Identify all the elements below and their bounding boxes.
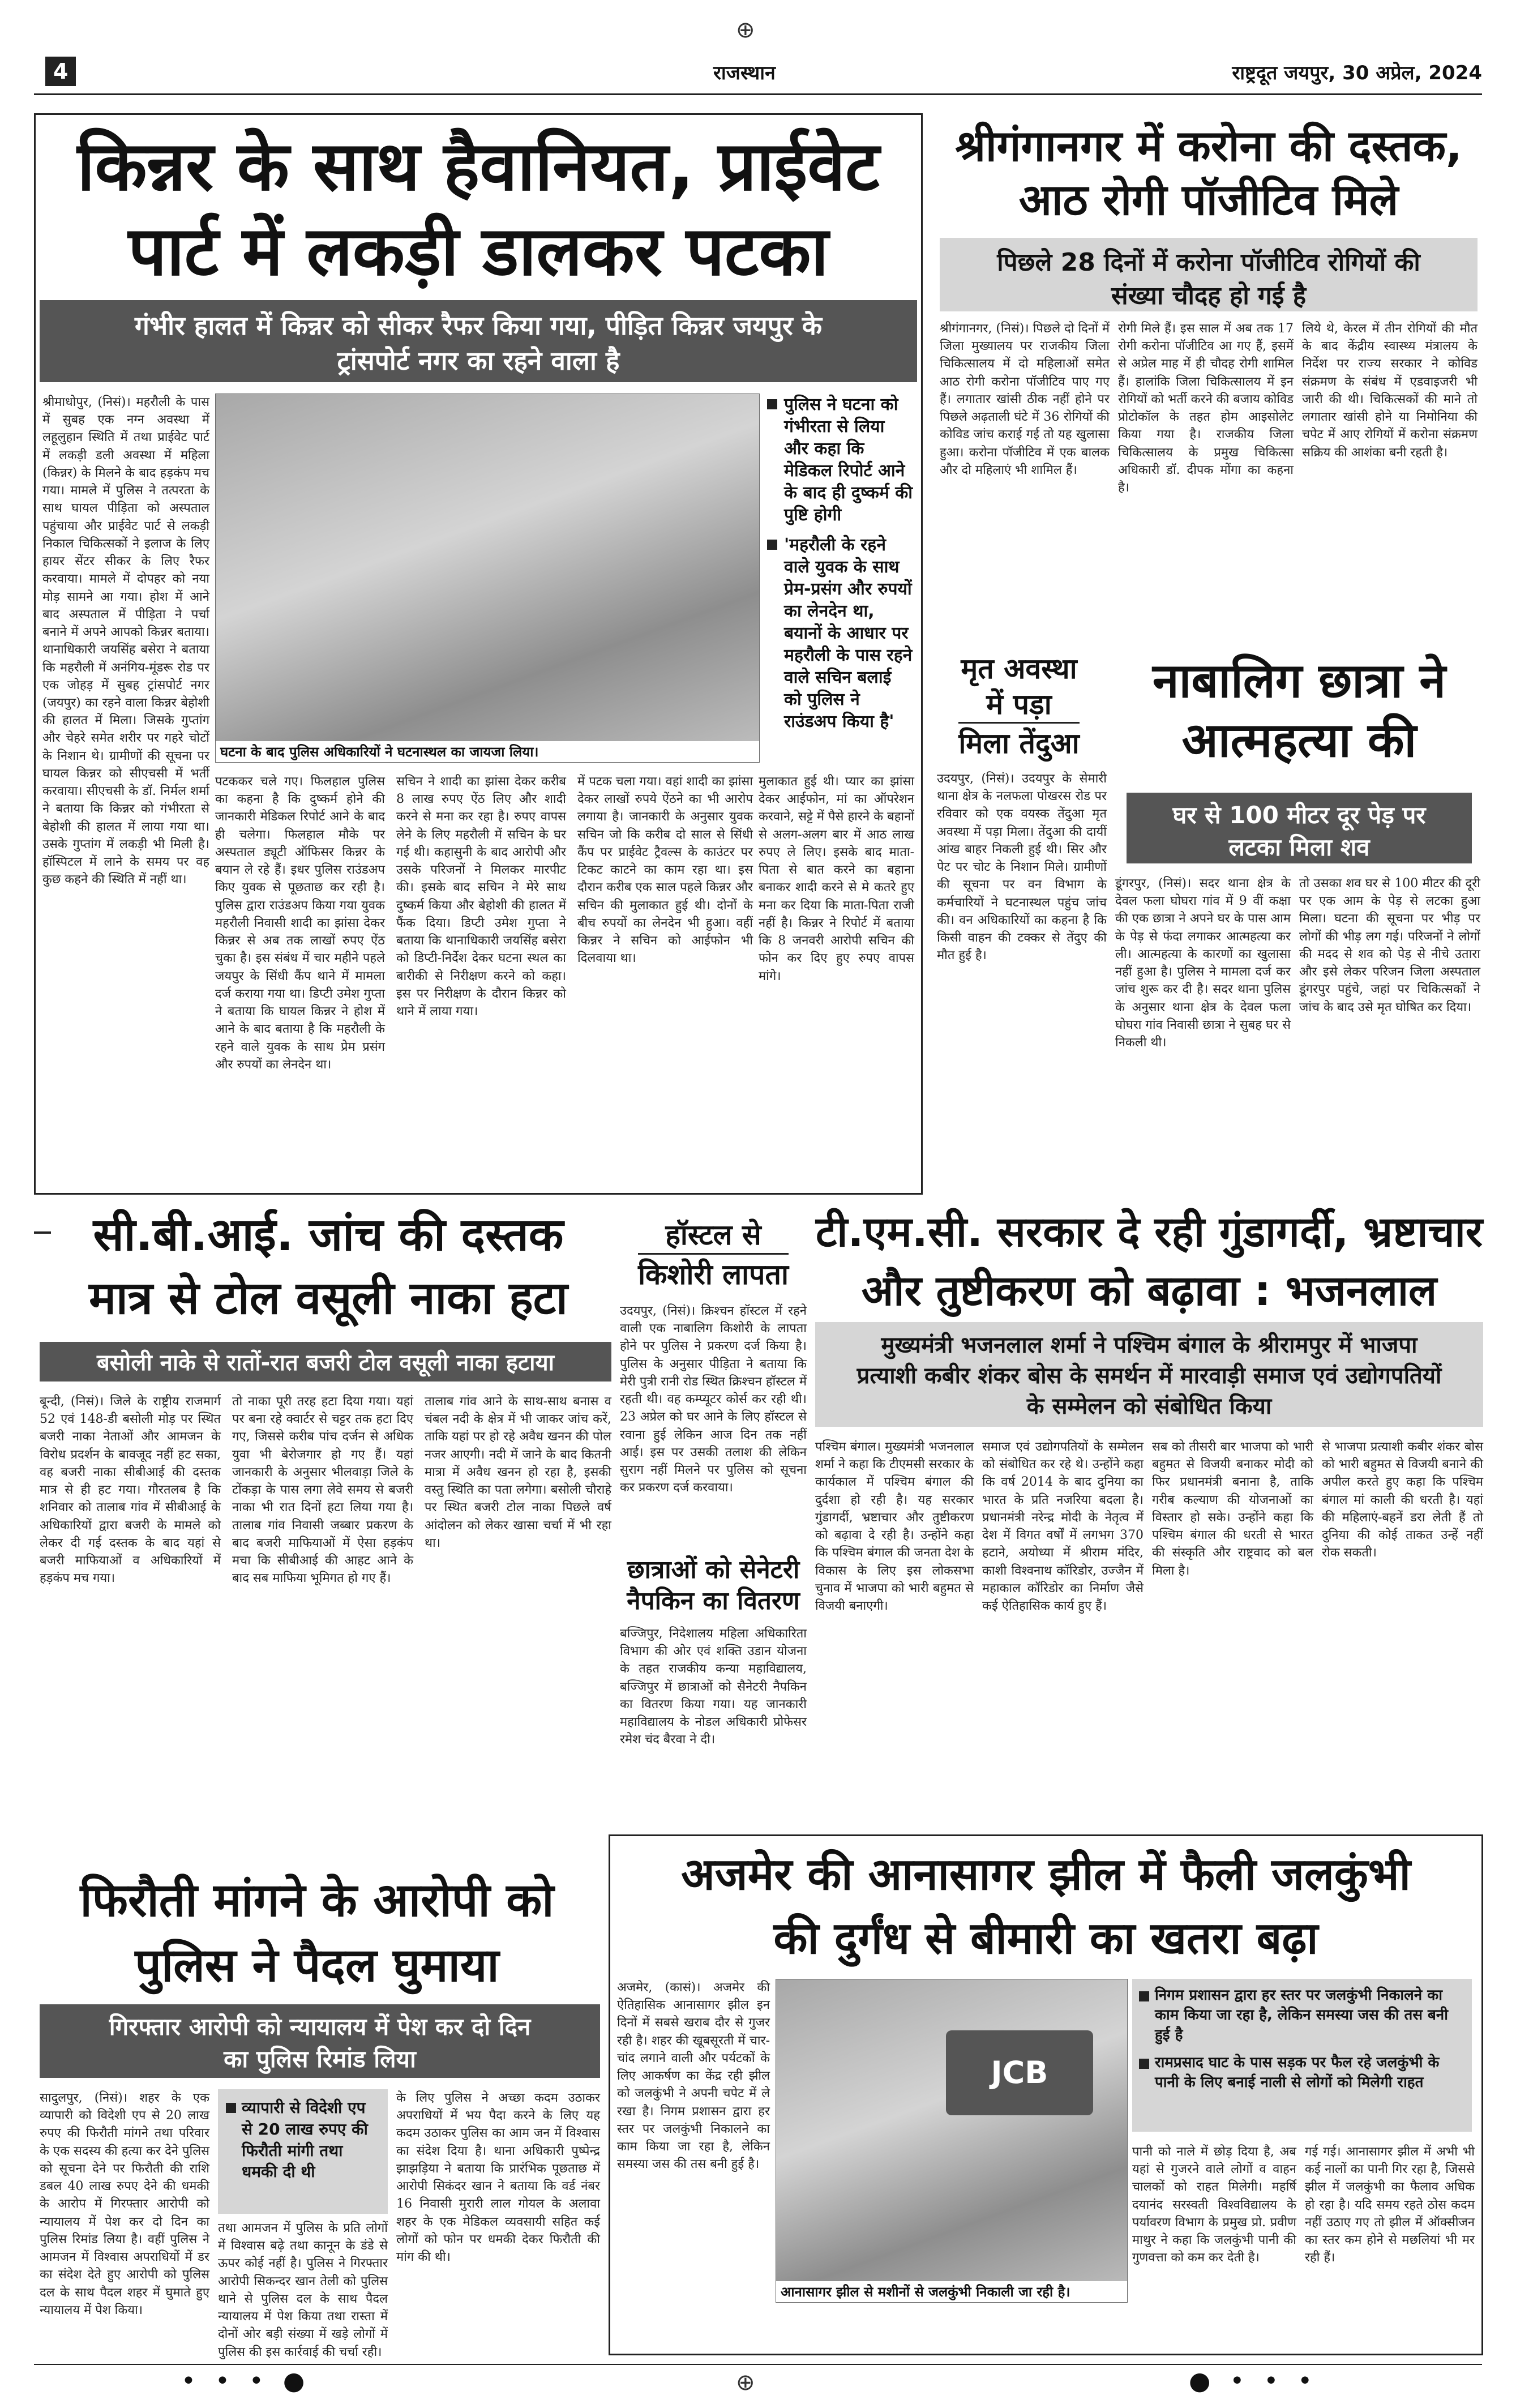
story1-headline-line2: पार्ट में लकड़ी डालकर पटका — [128, 212, 829, 291]
story2-headline-line2: आठ रोगी पॉजीटिव मिले — [1018, 174, 1399, 225]
story3-headline-line2: में पड़ा — [986, 687, 1052, 721]
story9-headline — [34, 1868, 600, 1999]
story1-photo — [215, 394, 760, 763]
story4-headline-line1: नाबालिग छात्रा ने — [1153, 653, 1446, 708]
story3-headline-line1: मृत अवस्था — [961, 652, 1077, 685]
story5-col3: तालाब गांव आने के साथ-साथ बनास व चंबल नदी के क्षेत्र में भी जाकर जांच करें, ताकि यहां पर हो रहे अवैध खनन की पोल नजर आएगी। नदी में जाने के बाद कितनी मात्रा में अवैध खनन हो रहा है, इसकी वस्तु स्थिति का पता लगेगा। बसोली चौराहे पर स्थित बजरी टोल नाका पिछले वर्ष आंदोलन को लेकर खासा चर्चा में भी रहा था। — [425, 1395, 611, 1550]
story10-photo — [776, 1979, 1128, 2303]
story9-subhead: गिरफ्तार आरोपी को न्यायालय में पेश कर दो दिन का पुलिस रिमांड लिया — [40, 2004, 600, 2078]
story4-headline-line2: आत्महत्या की — [1181, 712, 1417, 768]
story1-subhead: गंभीर हालत में किन्नर को सीकर रैफर किया गया, पीड़ित किन्नर जयपुर के ट्रांसपोर्ट नगर का रहने वाला है — [40, 300, 917, 382]
story8-headline — [815, 1203, 1483, 1320]
story6-headline — [620, 1217, 807, 1292]
bullet-square-icon — [1139, 2059, 1149, 2069]
story8-headline-line1: टी.एम.सी. सरकार दे रही गुंडागर्दी, भ्रष्टाचार — [815, 1208, 1483, 1256]
story7-headline-line1: छात्राओं को सेनेटरी — [627, 1555, 800, 1584]
story5-headline-line2: मात्र से टोल वसूली नाका हटा — [89, 1272, 568, 1324]
registration-mark-icon: ⊕ — [736, 2369, 755, 2396]
jcb-excavator-icon: JCB — [946, 2030, 1093, 2115]
story1-headline-line1: किन्नर के साथ हैवानियत, प्राईवेट — [77, 127, 880, 206]
bullet-square-icon — [1139, 1991, 1149, 2001]
paper-date: राष्ट्रदूत जयपुर, 30 अप्रेल, 2024 — [1232, 62, 1482, 84]
story5-col2: तो नाका पूरी तरह हटा दिया गया। यहां पर बना रहे क्वार्टर से चट्टर तक हटा दिए गए, जिससे करीब पांच दर्जन से अधिक युवा भी बेरोजगार हो गए हैं। यहां जानकारी के अनुसार भीलवाड़ा जिले के टोंकड़ा के पास लगा लेवे समय से बजरी नाका भी रात दिनों हटा लिया गया है। तालाब गांव निवासी जब्बार प्रकरण के बाद बजरी माफियाओं में ऐसा हड़कंप मचा कि सीबीआई की आहट आने के बाद सब माफिया भूमिगत हो गए हैं। — [232, 1395, 414, 1586]
story9-col1: सादुलपुर, (निसं)। शहर के एक व्यापारी को विदेशी एप से 20 लाख रुपए की फिरौती मांगने तथा परिवार के एक सदस्य की हत्या कर देने पुलिस को सूचना देने पर फिरौती की राशि डबल 40 लाख रुपए देने की धमकी के आरोप में गिरफ्तार आरोपी को न्यायालय में पेश कर दो दिन का पुलिस रिमांड लिया है। वहीं पुलिस ने आमजन में विश्वास अपराधियों में डर का संदेश देते हुए आरोपी को पुलिस दल के साथ पैदल शहर में घुमाते हुए न्यायालय में पेश किया। — [40, 2091, 209, 2317]
story1-col2: पटककर चले गए। फिलहाल पुलिस का कहना है कि दुष्कर्म होने की जानकारी मेडिकल रिपोर्ट आने के बाद ही चलेगा। फिलहाल मौके पर अस्पताल ड्यूटी ऑफिसर किन्नर के बयान ले रहे हैं। इधर पुलिस राउंडअप किए युवक से पूछताछ कर रही है। पुलिस द्वारा राउंडअप किया गया युवक महरौली निवासी शादी का झांसा देकर किन्नर से अब तक लाखों रुपए ऐंठ चुका है। इस संबंध में चार महीने पहले जयपुर के सिंधी कैंप थाने में मामला दर्ज कराया गया था। डिप्टी उमेश गुप्ता ने बताया कि घायल किन्नर ने होश में आने के बाद बताया है कि महरौली के रहने वाले युवक के साथ प्रेम प्रसंग और रुपयों का लेनदेन था। — [215, 775, 385, 1072]
story5-col1: बून्दी, (निसं)। जिले के राष्ट्रीय राजमार्ग 52 एवं 148-डी बसोली मोड़ पर स्थित बजरी नाका नेताओं और आमजन के विरोध प्रदर्शन के बावजूद नहीं हट सका, वह बजरी नाका सीबीआई की दस्तक मात्र से ही हट गया। गौरतलब है कि शनिवार को तालाब गांव में सीबीआई के अधिकारियों द्वारा बजरी के मामले को लेकर दी गई दस्तक के बाद यहां से बजरी माफियाओं व अधिकारियों में हड़कंप मच गया। — [40, 1395, 221, 1586]
story10-headline-line2: की दुर्गंध से बीमारी का खतरा बढ़ा — [773, 1913, 1318, 1965]
story10-bullet: रामप्रसाद घाट के पास सड़क पर फैल रहे जलकुंभी के पानी के लिए बनाई नाली से लोगों को मिलेगी राहत — [1139, 2053, 1465, 2093]
story10-col2: पानी को नाले में छोड़ दिया है, अब यहां से गुजरने वाले लोगों व वाहन चालकों को राहत मिलेगी। महर्षि दयानंद सरस्वती विश्वविद्यालय के पर्यावरण विभाग के प्रमुख प्रो. प्रवीण माथुर ने कहा कि जलकुंभी पानी की गुणवत्ता को कम कर देती है। — [1132, 2145, 1296, 2265]
bullet-square-icon — [226, 2103, 236, 2113]
story4-col1: डूंगरपुर, (निसं)। सदर थाना क्षेत्र के देवल फला घोघरा गांव में 9 वीं कक्षा की एक छात्रा ने अपने घर के पास आम के पेड़ से फंदा लगाकर आत्महत्या कर ली। आत्महत्या के कारणों का खुलासा नहीं हुआ है। पुलिस ने मामला दर्ज कर जांच शुरू कर दी है। सदर थाना पुलिस के अनुसार थाना क्षेत्र के देवल फला घोघरा गांव निवासी छात्रा ने सुबह घर से निकली थी। — [1115, 876, 1291, 1050]
story3-headline — [934, 651, 1104, 762]
story1-col4: में पटक चला गया। वहां शादी का झांसा देकर लाखों रुपये ऐंठने का भी आरोप लगाया है। जानकारी के अनुसार युवक सचिन जो कि करीब दो साल से सिंधी कैंप पर प्राईवेट ट्रैवल्स के काउंटर पर टिकट काटने का काम रहा था। इस दौरान करीब एक साल पहले किन्नर और सचिन की मुलाकात हुई थी। दोनों के बीच रुपयों का लेनदेन भी हुआ। वहीं किन्नर ने सचिन को आईफोन भी दिलवाया था। — [577, 775, 753, 966]
story8-col3: सब को तीसरी बार भाजपा को भारी बहुमत से विजयी बनाकर मोदी को फिर प्रधानमंत्री बनाना है, ताकि गरीब कल्याण की योजनाओं का विस्तार हो सके। उन्होंने कहा कि पश्चिम बंगाल की धरती से भारत की संस्कृति और राष्ट्रवाद को बल मिला है। — [1152, 1440, 1313, 1578]
story4-subhead: घर से 100 मीटर दूर पेड़ पर लटका मिला शव — [1127, 793, 1472, 863]
story8-subhead: मुख्यमंत्री भजनलाल शर्मा ने पश्चिम बंगाल के श्रीरामपुर में भाजपा प्रत्याशी कबीर शंकर बोस के समर्थन में मारवाड़ी समाज एवं उद्योगपतियों के सम्मेलन को संबोधित किया — [815, 1322, 1483, 1427]
story1-bullet: पुलिस ने घटना को गंभीरता से लिया और कहा कि मेडिकल रिपोर्ट आने के बाद ही दुष्कर्म की पुष्टि होगी — [767, 394, 914, 526]
story9-headline-line1: फिरौती मांगने के आरोपी को — [80, 1874, 554, 1927]
story1-col3: सचिन ने शादी का झांसा देकर करीब 8 लाख रुपए ऐंठ लिए और शादी करने से मना कर रहा है। रुपए वापस लेने के लिए महरौली में सचिन के घर गई थी। कहासुनी के बाद आरोपी और उसके परिजनों ने मिलकर मारपीट की। इसके बाद सचिन ने मेरे साथ दुष्कर्म किया और बेहोशी की हालत में फैंक दिया। डिप्टी उमेश गुप्ता ने बताया कि थानाधिकारी जयसिंह बसेरा को डिप्टी-निर्देश देकर घटना स्थल का बारीकी से निरीक्षण करने को कहा। इस पर निरीक्षण के दौरान किन्नर को थाने में लाया गया। — [396, 775, 566, 1019]
footer-dots-right: ● • • • — [1189, 2367, 1318, 2396]
story8-col2: समाज एवं उद्योगपतियों के सम्मेलन को संबोधित कर रहे थे। उन्होंने कहा कि वर्ष 2014 के बाद दुनिया का भारत के प्रति नजरिया बदला है। प्रधानमंत्री नरेन्द्र मोदी के नेतृत्व में देश में विगत वर्षों में लगभग 370 हटाने, अयोध्या में श्रीराम मंदिर, काशी विश्वनाथ कॉरिडोर, उज्जैन में महाकाल कॉरिडोर का निर्माण जैसे कई ऐतिहासिक कार्य हुए हैं। — [982, 1440, 1144, 1614]
story10-headline-line1: अजमेर की आनासागर झील में फैली जलकुंभी — [681, 1849, 1411, 1900]
story2-col3: लिये थे, केरल में तीन रोगियों की मौत के बाद केंद्रीय स्वास्थ्य मंत्रालय के निर्देश पर राज्य सरकार ने कोविड संक्रमण के संबंध में एडवाइजरी भी जारी की थी। चिकित्सकों की माने तो लगातार खांसी होने या निमोनिया की चपेट में आए रोगियों में करोना संक्रमण सक्रिय की आशंका बनी रहती है। — [1302, 322, 1478, 460]
story1-photo-caption: घटना के बाद पुलिस अधिकारियों ने घटनास्थल का जायजा लिया। — [216, 741, 759, 762]
story3-headline-line3: मिला तेंदुआ — [958, 722, 1079, 762]
story1-col5: मुलाकात हुई थी। प्यार का झांसा देकर आईफोन, मां का ऑपरेशन करवाने, सट्टे में पैसे हारने के बहानों से अलग-अलग बार में आठ लाख रुपए ले लिए। इसके बाद माता-पिता से बात करने का बहाना बनाकर शादी करने से मे कतरे हुए मना कर दिया कि माता-पिता राजी नहीं है। किन्नर ने रिपोर्ट में बताया कि 8 जनवरी आरोपी सचिन की फोन कर दिए हुए रुपए वापस मांगे। — [759, 775, 914, 983]
story8-col4: से भाजपा प्रत्याशी कबीर शंकर बोस को भारी बहुमत से विजयी बनाने की अपील करते हुए कहा कि पश्चिम बंगाल मां काली की धरती है। यहां की महिलाएं-बहनें डरा लेती हैं तो दुनिया की कोई ताकत उन्हें नहीं रोक सकती। — [1322, 1440, 1483, 1560]
story5-headline-line1: सी.बी.आई. जांच की दस्तक — [93, 1208, 564, 1261]
story7-body: बज्जिपुर, निदेशालय महिला अधिकारिता विभाग की ओर एवं शक्ति उडान योजना के तहत राजकीय कन्या महाविद्यालय, बज्जिपुर में छात्राओं को सैनेटरी नैपकिन का वितरण किया गया। यह जानकारी महाविद्यालय के नोडल अधिकारी प्रोफेसर रमेश चंद बैरवा ने दी। — [620, 1627, 807, 1747]
section-name: राजस्थान — [713, 62, 776, 84]
registration-mark-icon: ⊕ — [736, 17, 755, 43]
page-number: 4 — [45, 57, 76, 86]
story1-bullet: 'महरौली के रहने वाले युवक के साथ प्रेम-प्रसंग और रुपयों का लेनदेन था, बयानों के आधार पर महरौली के पास रहने वाले सचिन बलाई को पुलिस ने राउंडअप किया है' — [767, 534, 914, 733]
story8-col1: पश्चिम बंगाल। मुख्यमंत्री भजनलाल शर्मा ने कहा कि टीएमसी सरकार के कार्यकाल में पश्चिम बंगाल की दुर्दशा हो रही है। यह सरकार गुंडागर्दी, भ्रष्टाचार और तुष्टीकरण को बढ़ावा दे रही है। उन्होंने कहा कि पश्चिम बंगाल की जनता देश के विकास के लिए इस लोकसभा चुनाव में भाजपा को भारी बहुमत से विजयी बनाएगी। — [815, 1440, 974, 1614]
story10-photo-caption: आनासागर झील से मशीनों से जलकुंभी निकाली जा रही है। — [776, 2281, 1127, 2302]
story6-headline-line1: हॉस्टल से — [665, 1218, 761, 1251]
story2-col1: श्रीगंगानगर, (निसं)। पिछले दो दिनों में जिला मुख्यालय पर राजकीय जिला चिकित्सालय में दो महिलाओं समेत आठ रोगी करोना पॉजीटिव पाए गए हैं। लगातार खांसी ठीक नहीं होने पर पिछले अढ़ताली घंटे में 36 रोगियों की कोविड जांच कराई गई तो यह खुलासा हुआ। करोना पॉजीटिव में एक बालक और दो महिलाएं भी शामिल हैं। — [940, 322, 1110, 477]
bullet-square-icon — [767, 399, 777, 409]
story4-headline — [1115, 651, 1483, 770]
story5-subhead: बसोली नाके से रातों-रात बजरी टोल वसूली नाका हटाया — [40, 1342, 611, 1382]
story5-headline — [45, 1203, 611, 1330]
story1-headline — [40, 125, 917, 294]
story1-col1: श्रीमाधोपुर, (निसं)। महरौली के पास में सुबह एक नग्न अवस्था में लहूलुहान स्थिति में तथा प्राईवेट पार्ट में लकड़ी डली अवस्था में महिला (किन्नर) के मिलने के बाद हड़कंप मच गया। मामले में पुलिस ने तत्परता के साथ घायल पीड़िता को अस्पताल पहुंचाया और प्राईवेट पार्ट से लकड़ी निकाल चिकित्सकों ने इलाज के लिए हायर सेंटर सीकर के लिए रैफर करवाया। मामले में दोपहर को नया मोड़ सामने आ गया। होश में आने बाद अस्पताल में पीड़िता ने पर्चा बनाने में अपने आपको किन्नर बताया। थानाधिकारी जयसिंह बसेरा ने बताया कि महरौली में अनंगिय-मूंडरू रोड पर एक जोहड़ में सुबह ट्रांसपोर्ट नगर (जयपुर) का रहने वाला किन्नर बेहोशी की हालत में मिला। जिसके गुप्तांग और चेहरे समेत शरीर पर गहरे चोटों के निशान थे। ग्रामीणों की सूचना पर घायल किन्नर को सीएचसी में भर्ती करवाया। सीएचसी के डॉ. निर्मल शर्मा ने बताया कि किन्नर को गंभीरता से बेहोशी की हालत में लाया गया था। उसके गुप्तांग में लकड़ी भी मिली है। हॉस्पिटल में लाने के समय पर वह कुछ कहने की स्थिति में नहीं था। — [42, 395, 209, 887]
story1-bullets — [767, 394, 914, 741]
story10-bullet: निगम प्रशासन द्वारा हर स्तर पर जलकुंभी निकालने का काम किया जा रहा है, लेकिन समस्या जस की तस बनी हुई है — [1139, 1986, 1465, 2045]
story9-col3: के लिए पुलिस ने अच्छा कदम उठाकर अपराधियों में भय पैदा करने के लिए यह कदम उठाकर पुलिस का आम जन में विश्वास का संदेश दिया है। थाना अधिकारी पुष्पेन्द्र झाझड़िया ने बताया कि प्रारंभिक पूछताछ में आरोपी सिकंदर खान ने बताया कि वर्ड नंबर 16 निवासी मुरारी लाल गोयल के अलावा शहर के एक मेडिकल व्यवसायी सहित कई लोगों को फोन पर धमकी देकर फिरौती की मांग की थी। — [396, 2091, 600, 2265]
story2-headline-line1: श्रीगंगानगर में करोना की दस्तक, — [955, 121, 1462, 171]
story10-col3: गई गई। आनासागर झील में अभी भी कई नालों का पानी गिर रहा है, जिससे झील में जलकुंभी का फैलाव अधिक हो रहा है। यदि समय रहते ठोस कदम नहीं उठाए गए तो झील में ऑक्सीजन का स्तर कम होने से मछलियां भी मर रही हैं। — [1305, 2145, 1475, 2265]
story8-headline-line2: और तुष्टीकरण को बढ़ावा : भजनलाल — [861, 1266, 1437, 1315]
footer-dots-left: • • • ● — [181, 2367, 311, 2396]
story2-col2: रोगी मिले हैं। इस साल में अब तक 17 रोगी करोना पॉजीटिव आ गए हैं, इसमें से अप्रेल माह में ही चौदह रोगी शामिल हैं। हालांकि जिला चिकित्सालय में इन रोगियों को भर्ती करने की बजाय कोविड प्रोटोकॉल के तहत होम आइसोलेट किया गया है। राजकीय जिला चिकित्सालय के प्रमुख चिकित्सा अधिकारी डॉ. दीपक मोंगा का कहना है। — [1118, 322, 1294, 495]
page-header — [34, 57, 1482, 91]
story7-headline — [620, 1554, 807, 1616]
story4-col2: तो उसका शव घर से 100 मीटर की दूरी पर एक आम के पेड़ से लटका हुआ मिला। घटना की सूचना पर भीड़ पर लोगों की भीड़ लग गई। परिजनों ने लोगों की मदद से शव को पेड़ से नीचे उतारा और इसे लेकर परिजन जिला अस्पताल डूंगरपुर पहुंचे, जहां पर चिकित्सकों ने जांच के बाद उसे मृत घोषित कर दिया। — [1299, 876, 1480, 1015]
story10-col1: अजमेर, (कासं)। अजमेर की ऐतिहासिक आनासागर झील इन दिनों में सबसे खराब दौर से गुजर रही है। शहर की खूबसूरती में चार-चांद लगाने वाली और पर्यटकों के लिए आकर्षण का केंद्र रही झील को जलकुंभी ने अपनी चपेट में ले रखा है। निगम प्रशासन द्वारा हर स्तर पर जलकुंभी निकालने का काम किया जा रहा है, लेकिन समस्या जस की तस बनी हुई है। — [617, 1981, 770, 2172]
story6-headline-line2: किशोरी लापता — [638, 1253, 789, 1293]
story10-bullets — [1132, 1979, 1472, 2132]
story10-headline — [614, 1843, 1478, 1971]
story7-headline-line2: नैपकिन का वितरण — [627, 1586, 800, 1615]
header-rule — [34, 93, 1482, 95]
story3-body: उदयपुर, (निसं)। उदयपुर के सेमारी थाना क्षेत्र के नलफला पोखरस रोड पर रविवार को एक वयस्क तेंदुआ मृत अवस्था में पड़ा मिला। तेंदुआ की दायीं आंख बाहर निकली हुई थी। सिर और पेट पर चोट के निशान मिले। ग्रामीणों की सूचना पर वन विभाग के कर्मचारियों ने घटनास्थल पहुंच जांच की। वन अधिकारियों का कहना है कि किसी वाहन की टक्कर से तेंदुए की मौत हुई है। — [937, 772, 1107, 963]
story9-col2: तथा आमजन में पुलिस के प्रति लोगों में विश्वास बढ़े तथा कानून के डंडे से ऊपर कोई नहीं है। पुलिस ने गिरफ्तार आरोपी सिकन्दर खान तेली को पुलिस थाने से पुलिस दल के साथ पैदल न्यायालय में पेश किया तथा रास्ता में दोनों ओर बड़ी संख्या में खड़े लोगों में पुलिस की इस कार्रवाई की चर्चा रही। — [218, 2221, 388, 2359]
story2-subhead: पिछले 28 दिनों में करोना पॉजीटिव रोगियों की संख्या चौदह हो गई है — [940, 238, 1478, 311]
story9-box: व्यापारी से विदेशी एप से 20 लाख रुपए की फिरौती मांगी तथा धमकी दी थी — [218, 2089, 388, 2214]
story6-body: उदयपुर, (निसं)। क्रिश्चन हॉस्टल में रहने वाली एक नाबालिग किशोरी के लापता होने पर पुलिस ने प्रकरण दर्ज किया है। पुलिस के अनुसार पीड़िता ने बताया कि मेरी पुत्री रानी रोड स्थित क्रिश्चन हॉस्टल में रहती थी। वह कम्प्यूटर कोर्स कर रही थी। 23 अप्रेल को घर आने के लिए हॉस्टल से रवाना हुई लेकिन आज दिन तक नहीं आई। इस पर उसकी तलाश की लेकिन सुराग नहीं मिलने पर पुलिस को सूचना कर प्रकरण दर्ज करवाया। — [620, 1304, 807, 1495]
footer-rule — [34, 2364, 1482, 2365]
bullet-square-icon — [767, 540, 777, 550]
story2-headline — [934, 119, 1483, 226]
story9-headline-line2: पुलिस ने पैदल घुमाया — [135, 1938, 499, 1992]
